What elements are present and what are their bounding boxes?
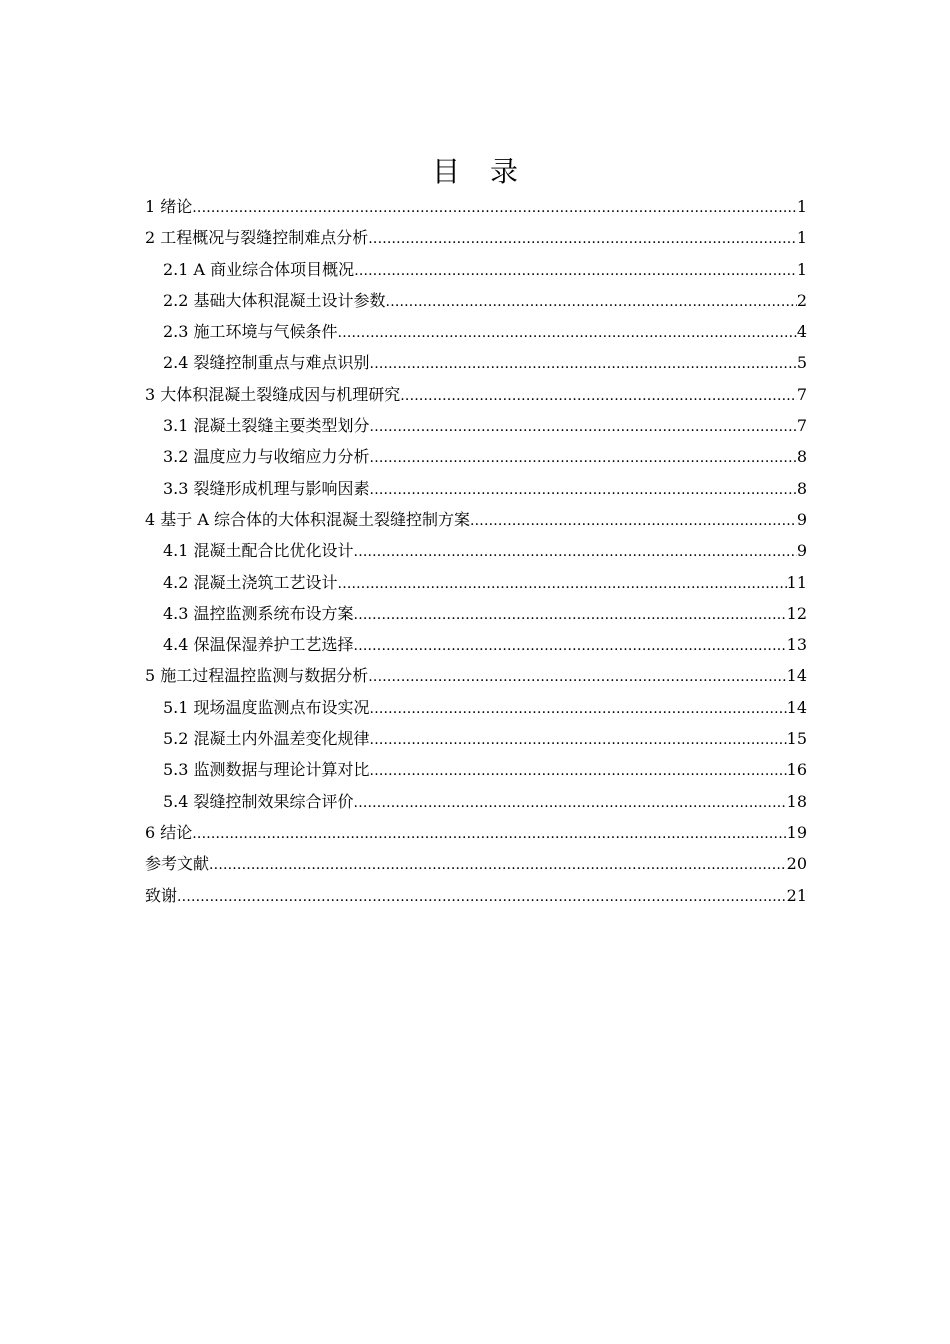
toc-entry-page-number: 1 <box>796 228 807 248</box>
toc-entry-page-number: 15 <box>786 729 807 749</box>
toc-entry[interactable] <box>145 222 807 253</box>
toc-dot-leader <box>370 725 787 756</box>
toc-dot-leader <box>354 256 797 287</box>
toc-entry-page-number: 14 <box>786 697 807 717</box>
toc-entry[interactable] <box>145 285 807 316</box>
toc-entry[interactable] <box>145 598 807 629</box>
toc-entry[interactable] <box>145 191 807 222</box>
toc-entry-label: 6 结论 <box>145 822 193 842</box>
toc-entry[interactable] <box>145 692 807 723</box>
toc-dot-leader <box>192 193 797 224</box>
toc-entry-label: 3.2 温度应力与收缩应力分析 <box>163 447 370 467</box>
toc-entry[interactable] <box>145 347 807 378</box>
toc-list <box>145 191 807 911</box>
toc-entry-page-number: 20 <box>786 854 807 874</box>
toc-entry-page-number: 11 <box>786 572 807 592</box>
toc-entry-page-number: 14 <box>786 666 807 686</box>
toc-dot-leader <box>338 569 787 600</box>
toc-entry-label: 4.4 保温保湿养护工艺选择 <box>163 635 354 655</box>
toc-entry[interactable] <box>145 567 807 598</box>
toc-entry-page-number: 18 <box>786 791 807 811</box>
toc-entry[interactable] <box>145 379 807 410</box>
toc-dot-leader <box>354 631 787 662</box>
toc-dot-leader <box>192 819 786 850</box>
toc-entry-label: 4.1 混凝土配合比优化设计 <box>163 541 354 561</box>
toc-entry-page-number: 9 <box>796 509 807 529</box>
toc-entry-page-number: 8 <box>796 478 807 498</box>
toc-dot-leader <box>354 600 787 631</box>
toc-entry-page-number: 1 <box>796 197 807 216</box>
toc-dot-leader <box>470 506 797 537</box>
toc-dot-leader <box>368 662 786 693</box>
toc-entry-page-number: 9 <box>796 541 807 561</box>
toc-entry-page-number: 4 <box>796 322 807 342</box>
toc-entry[interactable] <box>145 504 807 535</box>
toc-dot-leader <box>370 412 797 443</box>
toc-entry[interactable] <box>145 660 807 691</box>
toc-entry[interactable] <box>145 880 807 911</box>
toc-entry-label: 2.2 基础大体积混凝土设计参数 <box>163 290 386 310</box>
toc-dot-leader <box>354 537 797 568</box>
toc-entry-label: 4.2 混凝土浇筑工艺设计 <box>163 572 338 592</box>
toc-entry[interactable] <box>145 848 807 879</box>
toc-entry-label: 4 基于 A 综合体的大体积混凝土裂缝控制方案 <box>145 509 470 529</box>
toc-entry-page-number: 5 <box>796 353 807 373</box>
toc-dot-leader <box>354 788 787 819</box>
toc-entry-page-number: 19 <box>786 822 807 842</box>
toc-entry[interactable] <box>145 410 807 441</box>
toc-entry-label: 2.3 施工环境与气候条件 <box>163 322 338 342</box>
toc-entry-page-number: 16 <box>786 760 807 780</box>
toc-entry[interactable] <box>145 254 807 285</box>
toc-entry[interactable] <box>145 786 807 817</box>
toc-entry-page-number: 7 <box>796 416 807 436</box>
toc-entry-label: 2.4 裂缝控制重点与难点识别 <box>163 353 370 373</box>
toc-entry[interactable] <box>145 723 807 754</box>
toc-entry-label: 5 施工过程温控监测与数据分析 <box>145 666 369 686</box>
toc-entry-label: 2.1 A 商业综合体项目概况 <box>163 259 355 279</box>
toc-entry[interactable] <box>145 629 807 660</box>
toc-dot-leader <box>177 882 787 913</box>
toc-entry-label: 5.2 混凝土内外温差变化规律 <box>163 729 370 749</box>
toc-entry-label: 5.3 监测数据与理论计算对比 <box>163 760 370 780</box>
toc-entry-page-number: 21 <box>786 885 807 905</box>
toc-entry[interactable] <box>145 535 807 566</box>
toc-entry-label: 3.1 混凝土裂缝主要类型划分 <box>163 416 370 436</box>
toc-entry[interactable] <box>145 817 807 848</box>
toc-title <box>0 150 950 194</box>
toc-entry-page-number: 13 <box>786 635 807 655</box>
toc-dot-leader <box>370 756 787 787</box>
toc-entry-label: 5.1 现场温度监测点布设实况 <box>163 697 370 717</box>
toc-dot-leader <box>370 694 787 725</box>
toc-entry[interactable] <box>145 316 807 347</box>
toc-dot-leader <box>370 475 797 506</box>
toc-entry-page-number: 8 <box>796 447 807 467</box>
toc-dot-leader <box>386 287 797 318</box>
toc-entry-label: 参考文献 <box>145 854 210 874</box>
toc-dot-leader <box>370 443 797 474</box>
toc-entry-label: 2 工程概况与裂缝控制难点分析 <box>145 228 369 248</box>
toc-entry-label: 1 绪论 <box>145 197 193 216</box>
toc-entry-label: 4.3 温控监测系统布设方案 <box>163 603 354 623</box>
toc-entry[interactable] <box>145 754 807 785</box>
toc-entry-page-number: 1 <box>796 259 807 279</box>
toc-entry[interactable] <box>145 473 807 504</box>
toc-entry-label: 5.4 裂缝控制效果综合评价 <box>163 791 354 811</box>
toc-entry-label: 致谢 <box>145 885 178 905</box>
toc-dot-leader <box>370 349 797 380</box>
toc-entry-label: 3 大体积混凝土裂缝成因与机理研究 <box>145 384 401 404</box>
toc-title-second-char: 录 <box>490 155 519 188</box>
toc-entry-page-number: 2 <box>796 290 807 310</box>
toc-dot-leader <box>338 318 797 349</box>
toc-entry-page-number: 12 <box>786 603 807 623</box>
toc-entry-label: 3.3 裂缝形成机理与影响因素 <box>163 478 370 498</box>
toc-dot-leader <box>400 381 797 412</box>
toc-dot-leader <box>209 850 787 881</box>
toc-title-first-char: 目 <box>431 155 460 188</box>
toc-entry[interactable] <box>145 441 807 472</box>
toc-dot-leader <box>368 224 797 255</box>
toc-entry-page-number: 7 <box>796 384 807 404</box>
